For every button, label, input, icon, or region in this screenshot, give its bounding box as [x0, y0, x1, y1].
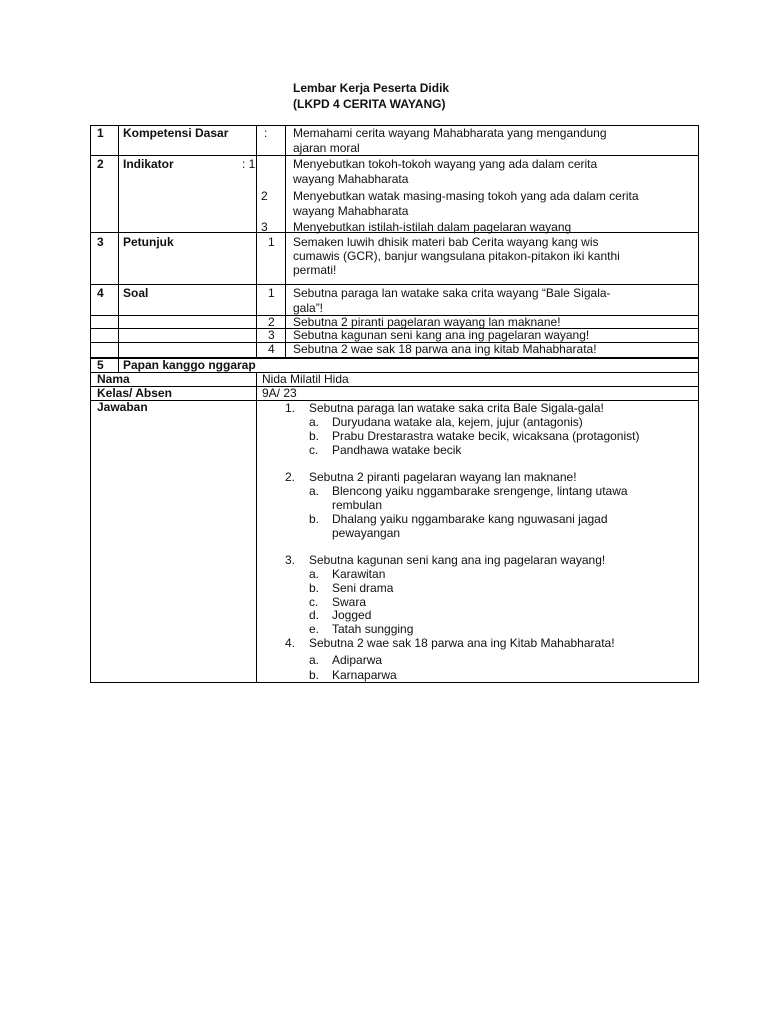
item-number: 1 [268, 286, 275, 300]
row-content: ajaran moral [293, 141, 360, 155]
sub-letter: a. [309, 567, 320, 581]
row-number: 2 [97, 157, 104, 171]
sub-answer: Jogged [332, 608, 372, 622]
row-divider [90, 155, 699, 156]
document-title: Lembar Kerja Peserta Didik [293, 81, 450, 95]
sub-letter: a. [309, 484, 320, 498]
sub-answer: Adiparwa [332, 653, 383, 667]
answer-question: Sebutna 2 piranti pagelaran wayang lan maknane! [309, 470, 577, 484]
row-content: gala”! [293, 301, 324, 315]
column-divider [256, 372, 257, 683]
sub-letter: c. [309, 443, 319, 457]
kelas-label: Kelas/ Absen [97, 386, 172, 400]
item-number: 3 [261, 220, 268, 234]
nama-value: Nida Milatil Hida [262, 372, 349, 386]
sub-letter: c. [309, 595, 319, 609]
column-divider [285, 125, 286, 358]
sub-letter: d. [309, 608, 320, 622]
sub-answer: Karnaparwa [332, 668, 397, 682]
sub-answer: Seni drama [332, 581, 394, 595]
row-content: wayang Mahabharata [293, 172, 409, 186]
row-label: Soal [123, 286, 149, 300]
answer-number: 1. [285, 401, 296, 415]
sub-letter: b. [309, 512, 320, 526]
answer-number: 2. [285, 470, 296, 484]
sub-letter: a. [309, 653, 320, 667]
row-number: 1 [97, 126, 104, 140]
sub-answer: rembulan [332, 498, 383, 512]
row-content: wayang Mahabharata [293, 204, 409, 218]
column-divider [118, 125, 119, 358]
row-label: Kompetensi Dasar [123, 126, 229, 140]
sub-answer: Duryudana watake ala, kejem, jujur (antagonis) [332, 415, 583, 429]
column-divider [256, 125, 257, 358]
row-divider [90, 386, 699, 387]
row-content: Semaken luwih dhisik materi bab Cerita wayang kang wis [293, 235, 599, 249]
row-content: Sebutna 2 wae sak 18 parwa ana ing kitab Mahabharata! [293, 342, 597, 356]
row-content: Sebutna 2 piranti pagelaran wayang lan maknane! [293, 315, 561, 329]
row-content: cumawis (GCR), banjur wangsulana pitakon-pitakon iki kanthi [293, 249, 620, 263]
item-number: 2 [261, 189, 268, 203]
sub-letter: a. [309, 415, 320, 429]
row-content: Menyebutkan watak masing-masing tokoh yang ada dalam cerita [293, 189, 639, 203]
row-number: 5 [97, 358, 104, 372]
sub-answer: Dhalang yaiku nggambarake kang nguwasani jagad [332, 512, 608, 526]
sub-letter: b. [309, 668, 320, 682]
answer-number: 3. [285, 553, 296, 567]
item-number: 1 [268, 235, 275, 249]
row-divider [90, 372, 699, 373]
row-content: Menyebutkan tokoh-tokoh wayang yang ada dalam cerita [293, 157, 598, 171]
row-content: Sebutna paraga lan watake saka crita wayang “Bale Sigala- [293, 286, 611, 300]
row-number: 4 [97, 286, 104, 300]
nama-label: Nama [97, 372, 130, 386]
item-number: 2 [268, 315, 275, 329]
answer-question: Sebutna paraga lan watake saka crita Bale Sigala-gala! [309, 401, 604, 415]
row-divider [90, 284, 699, 285]
sub-answer: pewayangan [332, 526, 401, 540]
row-number: 3 [97, 235, 104, 249]
row-separator: : 1 [242, 157, 256, 171]
answer-question: Sebutna 2 wae sak 18 parwa ana ing Kitab Mahabharata! [309, 636, 615, 650]
row-content: Menyebutkan istilah-istilah dalam pagelaran wayang [293, 220, 572, 234]
sub-letter: b. [309, 429, 320, 443]
row-content: permati! [293, 263, 337, 277]
sub-letter: e. [309, 622, 320, 636]
sub-answer: Blencong yaiku nggambarake srengenge, lintang utawa [332, 484, 628, 498]
document-subtitle: (LKPD 4 CERITA WAYANG) [293, 97, 446, 111]
sub-answer: Pandhawa watake becik [332, 443, 462, 457]
answer-number: 4. [285, 636, 296, 650]
sub-answer: Swara [332, 595, 367, 609]
sub-answer: Prabu Drestarastra watake becik, wicaksana (protagonist) [332, 429, 640, 443]
row-content: Memahami cerita wayang Mahabharata yang mengandung [293, 126, 607, 140]
sub-answer: Tatah sungging [332, 622, 414, 636]
row-label: Petunjuk [123, 235, 174, 249]
kelas-value: 9A/ 23 [262, 386, 297, 400]
section-heading: Papan kanggo nggarap [123, 358, 256, 372]
row-label: Indikator [123, 157, 174, 171]
row-content: Sebutna kagunan seni kang ana ing pagelaran wayang! [293, 328, 590, 342]
jawaban-label: Jawaban [97, 400, 148, 414]
item-number: 4 [268, 342, 275, 356]
sub-letter: b. [309, 581, 320, 595]
item-number: 3 [268, 328, 275, 342]
column-divider [118, 358, 119, 372]
answer-question: Sebutna kagunan seni kang ana ing pagelaran wayang! [309, 553, 606, 567]
row-separator: : [264, 126, 268, 140]
sub-answer: Karawitan [332, 567, 386, 581]
